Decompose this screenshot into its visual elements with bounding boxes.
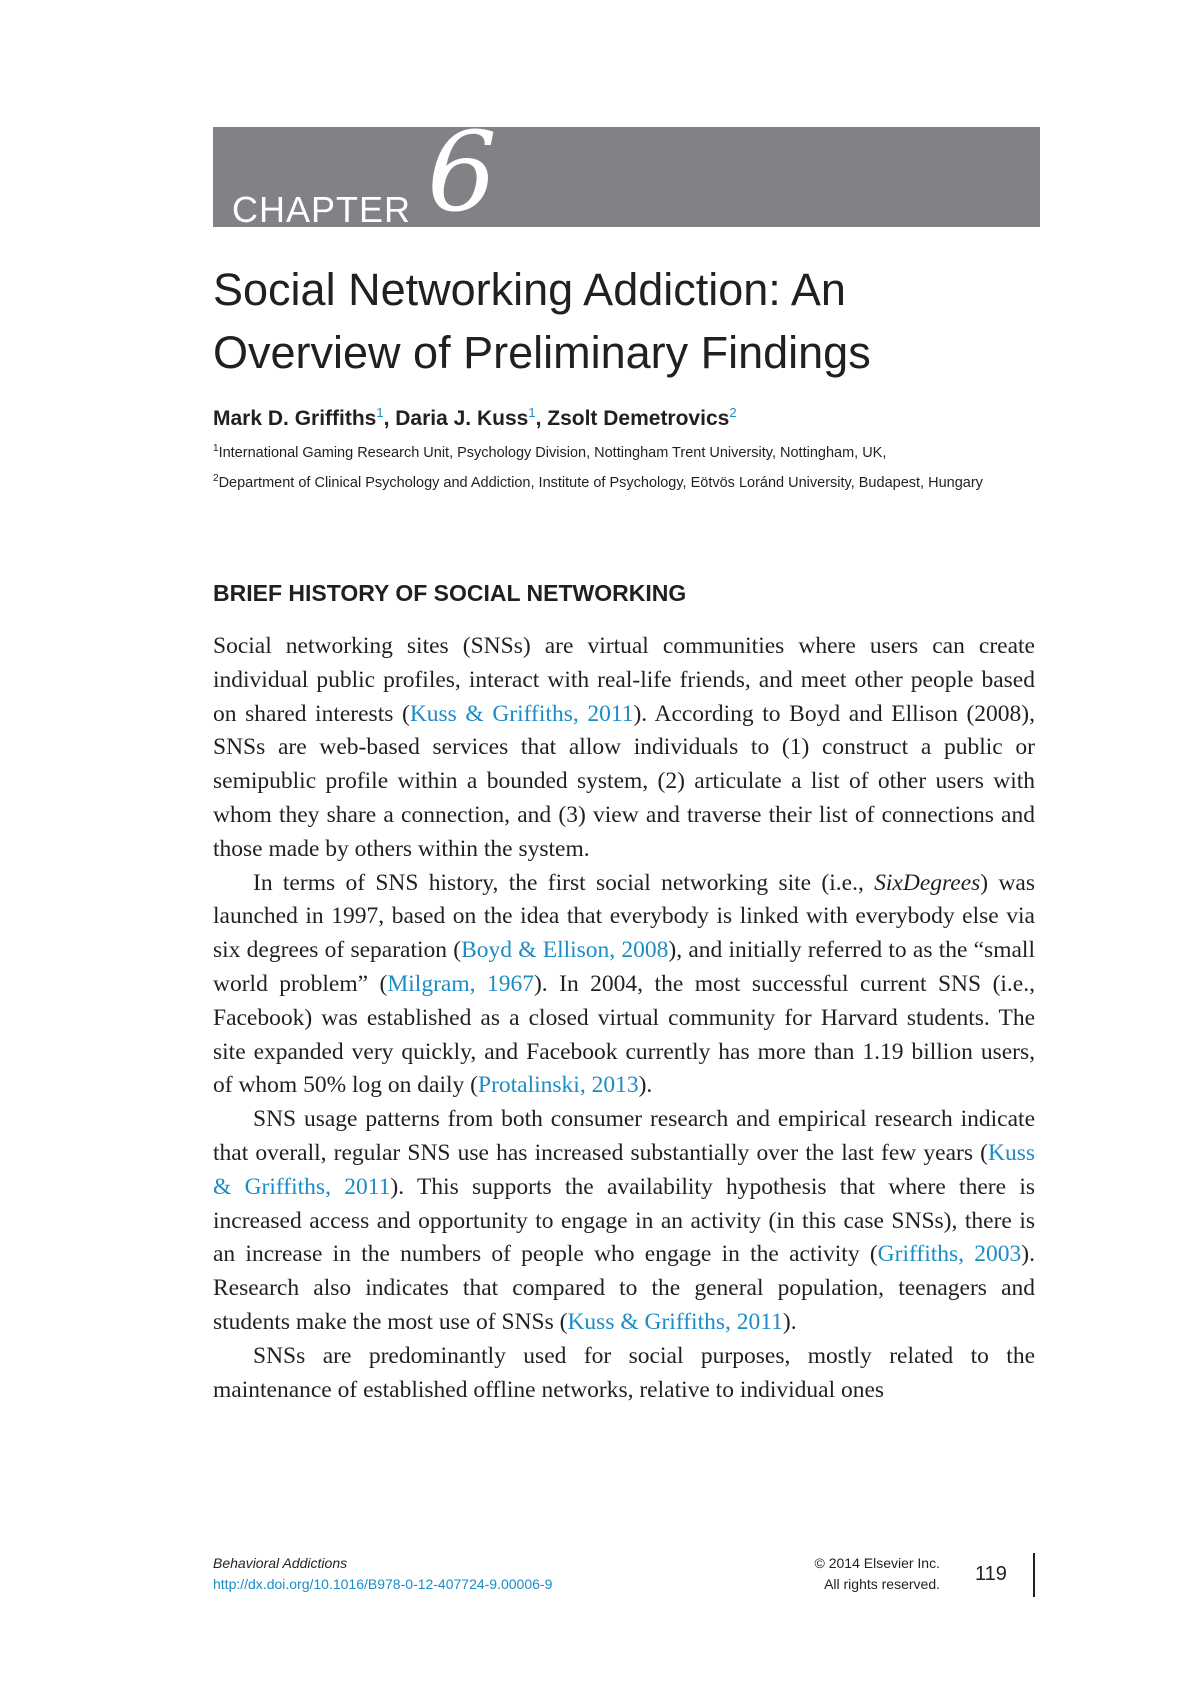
footer-source [213,1553,552,1595]
page-number: 119 [975,1563,1007,1585]
paragraph [213,630,1035,867]
citation-link[interactable]: Milgram, 1967 [387,970,534,997]
citation-link[interactable]: Kuss & Griffiths, 2011 [567,1308,783,1335]
citation-link[interactable]: Kuss & Griffiths, 2011 [409,700,634,727]
title-line-2: Overview of Preliminary Findings [213,327,871,378]
book-title: Behavioral Addictions [213,1555,348,1571]
paragraph-text: SNS usage patterns from both consumer research and empirical research indicate that overall, regular SNS use has increased substantially over the last few years ( [213,1106,1035,1166]
affiliation-marker: 1 [213,443,219,454]
chapter-label: CHAPTER [232,189,412,230]
affiliation-text: Department of Clinical Psychology and Addiction, Institute of Psychology, Eötvös Loránd University, Budapest, Hungary [218,474,983,491]
rights-text: All rights reserved. [824,1576,940,1592]
chapter-number: 6 [427,108,497,236]
body-text [213,630,1035,1407]
copyright-text: © 2014 Elsevier Inc. [814,1555,940,1571]
chapter-title [213,258,1063,384]
affiliation-marker: 2 [213,472,219,484]
citation-link[interactable]: Griffiths, 2003 [877,1241,1022,1268]
paragraph-text: ) was launched in 1997, based on the idea that everybody is linked with everybody else via six degrees of separation ( [213,869,1035,964]
author-name: Zsolt Demetrovics [547,407,730,430]
paragraph-text: Social networking sites (SNSs) are virtual communities where users can create individual public profiles, interact with real-life friends, and meet other people based on shared interests ( [213,633,1035,727]
affiliation-text: International Gaming Research Unit, Psychology Division, Nottingham Trent University, Nottingham, UK, [218,444,887,461]
paragraph-text: ). In 2004, the most successful current SNS (i.e., Facebook) was established as a closed virtual community for Harvard students. The site expanded very quickly, and Facebook currently has more than 1.19 billion users, of whom 50% log on daily ( [213,970,1035,1099]
citation-link[interactable]: Protalinski, 2013 [478,1072,639,1099]
paragraph [213,1340,1035,1408]
paragraph-text: ). [782,1308,797,1335]
paragraph-text: ). This supports the availability hypothesis that where there is increased access and opportunity to engage in an activity (in this case SNSs), there is an increase in the numbers of people who engage in the activity ( [213,1173,1035,1268]
paragraph-text: ), and initially referred to as the “small world problem” ( [213,937,1035,997]
paragraph-text: SNSs are predominantly used for social purposes, mostly related to the maintenance of established offline networks, relative to individual ones [213,1342,1035,1403]
author-name: Daria J. Kuss [395,407,529,430]
emphasis-text: SixDegrees [874,869,981,896]
affiliations [213,436,1063,496]
section-heading: BRIEF HISTORY OF SOCIAL NETWORKING [213,580,687,606]
paragraph-text: ). Research also indicates that compared to the general population, teenagers and students make the most use of SNSs ( [213,1241,1035,1335]
citation-link[interactable]: Boyd & Ellison, 2008 [461,937,669,964]
paragraph-text: In terms of SNS history, the first social networking site (i.e., [253,869,875,896]
author-name: Mark D. Griffiths [213,407,377,430]
author-list: Mark D. Griffiths$^1$, Daria J. Kuss$^1$, Zsolt Demetrovics$^2$ [213,405,737,430]
title-line-1: Social Networking Addiction: An [213,264,846,315]
footer-copyright [740,1553,940,1595]
author-affiliation-marker: 1 [528,405,536,420]
doi-link[interactable]: http://dx.doi.org/10.1016/B978-0-12-407724-9.00006-9 [213,1576,553,1592]
paragraph [213,1103,1035,1340]
citation-link[interactable]: Kuss & Griffiths, 2011 [213,1139,1035,1200]
author-affiliation-marker: 1 [376,405,384,420]
paragraph [213,867,1035,1104]
paragraph-text: ). According to Boyd and Ellison (2008), SNSs are web-based services that allow individuals to (1) construct a public or semipublic profile within a bounded system, (2) articulate a list of other users with whom they share a connection, and (3) view and traverse their list of connections and those made by others within the system. [213,700,1035,862]
author-affiliation-marker: 2 [729,405,737,420]
page-number-rule [1033,1553,1035,1597]
paragraph-text: ). [638,1072,653,1099]
